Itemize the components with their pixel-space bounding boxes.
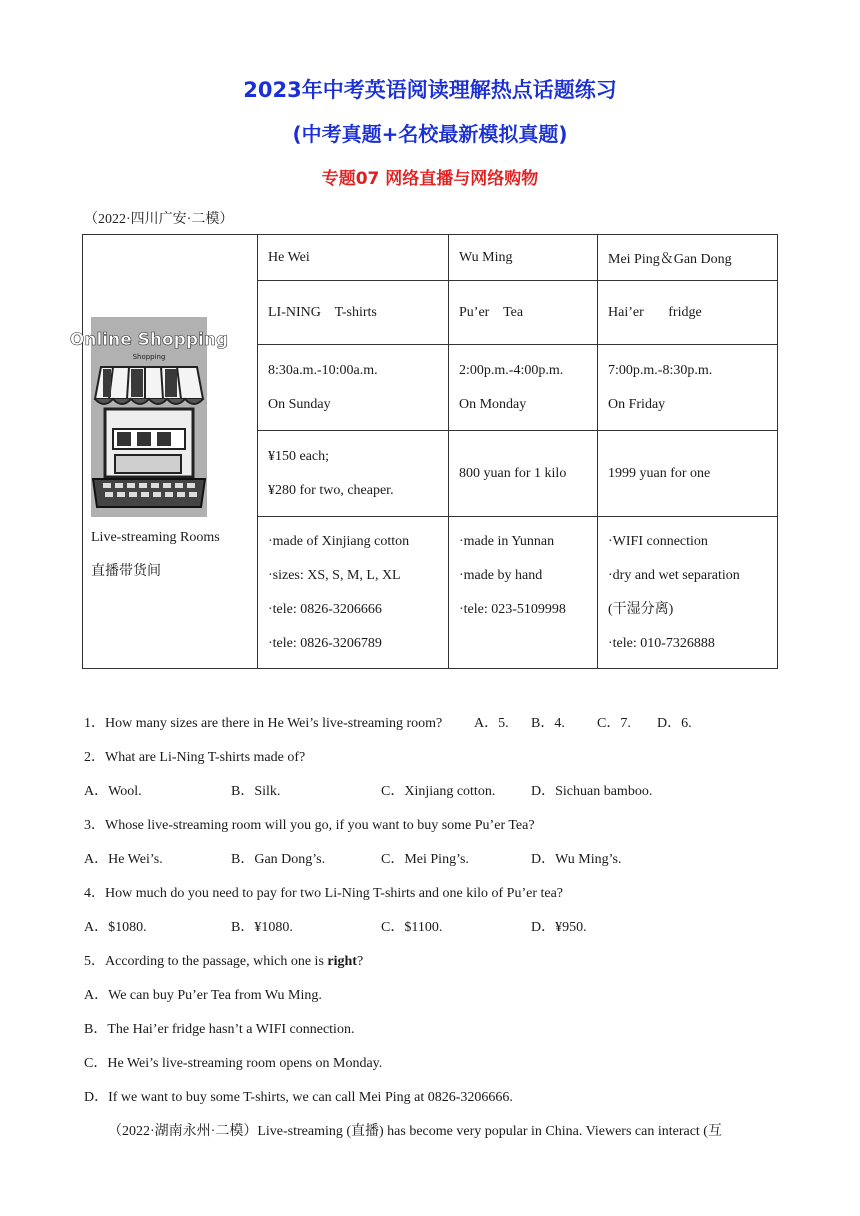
- shop-sign-text: Online Shopping: [69, 330, 229, 350]
- question-4-stem: 4．How much do you need to pay for two Li-Ning T-shirts and one kilo of Pu’er tea?: [84, 886, 564, 901]
- question-2-option-d: D．Sichuan bamboo.: [531, 784, 653, 799]
- question-5-option-a: A．We can buy Pu’er Tea from Wu Ming.: [84, 988, 322, 1003]
- question-2-option-c: C．Xinjiang cotton.: [381, 784, 496, 799]
- question-1-option-c: C．7.: [597, 716, 631, 731]
- price-cell: 800 yuan for 1 kilo: [449, 431, 598, 517]
- question-3-stem: 3．Whose live-streaming room will you go, if you want to buy some Pu’er Tea?: [84, 818, 535, 833]
- details-cell: ·made in Yunnan ·made by hand ·tele: 023-5109998: [449, 517, 598, 669]
- question-3-option-b: B．Gan Dong’s.: [231, 852, 326, 867]
- question-3-option-c: C．Mei Ping’s.: [381, 852, 469, 867]
- topic-title: 专题07 网络直播与网络购物: [321, 169, 539, 189]
- question-4-option-b: B．¥1080.: [231, 920, 293, 935]
- document-subtitle: (中考真题+名校最新模拟真题): [292, 122, 568, 146]
- emphasis-right: right: [327, 954, 357, 969]
- question-1-option-a: A．5.: [474, 716, 509, 731]
- time-cell: 8:30a.m.-10:00a.m. On Sunday: [258, 345, 449, 431]
- question-2-option-b: B．Silk.: [231, 784, 281, 799]
- question-3-option-a: A．He Wei’s.: [84, 852, 163, 867]
- host-cell: He Wei: [258, 235, 449, 281]
- question-1-option-d: D．6.: [657, 716, 692, 731]
- price-cell: ¥150 each; ¥280 for two, cheaper.: [258, 431, 449, 517]
- product-cell: LI-NING T-shirts: [258, 281, 449, 345]
- details-cell: ·WIFI connection ·dry and wet separation (干湿分离) ·tele: 010-7326888: [598, 517, 778, 669]
- question-3-option-d: D．Wu Ming’s.: [531, 852, 622, 867]
- details-cell: ·made of Xinjiang cotton ·sizes: XS, S, M, L, XL ·tele: 0826-3206666 ·tele: 0826-3206789: [258, 517, 449, 669]
- question-4-option-d: D．¥950.: [531, 920, 587, 935]
- document-title: 2023年中考英语阅读理解热点话题练习: [243, 78, 617, 102]
- passage-intro: （2022·湖南永州·二模）Live-streaming (直播) has become very popular in China. Viewers can interact (互: [108, 1124, 722, 1139]
- question-5-stem: 5．According to the passage, which one is right?: [84, 954, 364, 969]
- question-4-option-c: C．$1100.: [381, 920, 443, 935]
- caption-cn: 直播带货间: [91, 564, 161, 579]
- svg-text:Shopping: Shopping: [132, 353, 166, 361]
- question-2-stem: 2．What are Li-Ning T-shirts made of?: [84, 750, 306, 765]
- product-cell: Pu’er Tea: [449, 281, 598, 345]
- live-streaming-table: [69, 234, 778, 669]
- question-5-option-b: B．The Hai’er fridge hasn’t a WIFI connection.: [84, 1022, 355, 1037]
- question-4-option-a: A．$1080.: [84, 920, 147, 935]
- caption-en: Live-streaming Rooms: [91, 530, 220, 545]
- question-2-option-a: A．Wool.: [84, 784, 142, 799]
- price-cell: 1999 yuan for one: [598, 431, 778, 517]
- online-shopping-image: [69, 317, 229, 517]
- time-cell: 7:00p.m.-8:30p.m. On Friday: [598, 345, 778, 431]
- host-cell: Wu Ming: [449, 235, 598, 281]
- question-1-stem: 1．How many sizes are there in He Wei’s live-streaming room?: [84, 716, 443, 731]
- source-note: （2022·四川广安·二模）: [84, 212, 234, 227]
- time-cell: 2:00p.m.-4:00p.m. On Monday: [449, 345, 598, 431]
- image-cell: [69, 235, 258, 669]
- product-cell: Hai’er fridge: [598, 281, 778, 345]
- question-1-option-b: B．4.: [531, 716, 565, 731]
- host-cell: Mei Ping＆Gan Dong: [598, 235, 778, 281]
- question-5-option-d: D．If we want to buy some T-shirts, we can call Mei Ping at 0826-3206666.: [84, 1090, 513, 1105]
- question-5-option-c: C．He Wei’s live-streaming room opens on Monday.: [84, 1056, 383, 1071]
